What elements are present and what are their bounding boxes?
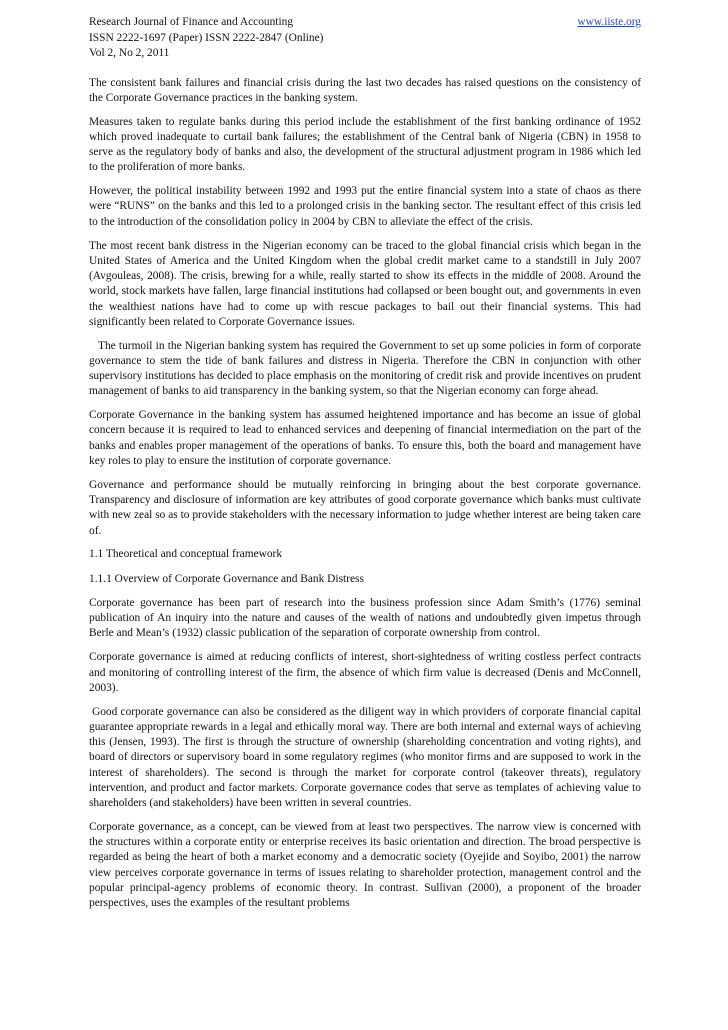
journal-url-link[interactable]: www.iiste.org (577, 16, 641, 28)
paragraph-9: Corporate governance is aimed at reducing conflicts of interest, short-sightedness of writing costless perfect contracts and monitoring of controlling interest of the firm, the absence of which firm value is decreased (Denis and McConnell, 2003). (89, 651, 641, 694)
volume-line: Vol 2, No 2, 2011 (89, 47, 170, 59)
page-header (89, 15, 641, 62)
subsection-heading: 1.1.1 Overview of Corporate Governance and Bank Distress (89, 572, 364, 585)
issn-line: ISSN 2222-1697 (Paper) ISSN 2222-2847 (Online) (89, 31, 324, 44)
paragraph-4: The most recent bank distress in the Nigerian economy can be traced to the global financial crisis which began in the United States of America and the United Kingdom when the global credit market came to a standstill in July 2007 (Avgouleas, 2008). The crisis, brewing for a while, really started to show its effects in the middle of 2008. Around the world, stock markets have fallen, large financial institutions had collapsed or been bought out, and governments in even the wealthiest nations have had to come up with rescue packages to bail out their financial systems. This had significantly been related to Corporate Governance issues. (89, 239, 641, 328)
paragraph-5: The turmoil in the Nigerian banking system has required the Government to set up some policies in form of corporate governance to stem the tide of bank failures and distress in Nigeria. Therefore the CBN in conjunction with other supervisory institutions has decided to place emphasis on the monitoring of credit risk and provide incentives on prudent management of banks to aid transparency in the banking system, so that the Nigerian economy can forge ahead. (89, 339, 641, 398)
journal-title: Research Journal of Finance and Accounting (89, 16, 294, 28)
paragraph-10: Good corporate governance can also be considered as the diligent way in which providers of corporate financial capital guarantee appropriate rewards in a legal and ethically moral way. There are both internal and external ways of achieving this (Jensen, 1993). The first is through the structure of ownership (shareholding concentration and voting rights), and board of directors or supervisory board in some regulatory regimes (who monitor firms and are supposed to work in the interest of shareholders). The second is through the market for corporate control (takeover threats), regulatory intervention, and product and factor markets. Corporate governance codes that serve as templates of achieving value to shareholders (and stakeholders) have been written in several countries. (89, 705, 641, 810)
paragraph-2: Measures taken to regulate banks during this period include the establishment of the first banking ordinance of 1952 which proved inadequate to curtail bank failures; the establishment of the Central bank of Nigeria (CBN) in 1958 to serve as the regulatory body of banks and also, the development of the structural adjustment program in 1986 which led to the proliferation of more banks. (89, 115, 641, 174)
paragraph-1: The consistent bank failures and financial crisis during the last two decades has raised questions on the consistency of the Corporate Governance practices in the banking system. (89, 76, 641, 104)
paragraph-8: Corporate governance has been part of research into the business profession since Adam Smith’s (1776) seminal publication of An inquiry into the nature and causes of the wealth of nations and undoubtedly given impetus through Berle and Mean’s (1932) classic publication of the separation of corporate ownership from control. (89, 596, 641, 640)
paragraph-3: However, the political instability between 1992 and 1993 put the entire financial system into a state of chaos as there were “RUNS” on the banks and this led to a prolonged crisis in the banking sector. The resultant effect of this crisis led to the introduction of the consolidation policy in 2004 by CBN to alleviate the effect of the crisis. (89, 185, 641, 228)
paragraph-7: Governance and performance should be mutually reinforcing in bringing about the best corporate governance. Transparency and disclosure of information are key attributes of good corporate governance which banks must cultivate with new zeal so as to provide stakeholders with the necessary information to judge whether interest are being taken care of. (89, 478, 641, 537)
paragraph-6: Corporate Governance in the banking system has assumed heightened importance and has become an issue of global concern because it is required to lead to enhanced services and deepening of financial intermediation on the part of the banks and enables proper management of the operations of banks. To ensure this, both the board and management have key roles to play to ensure the institution of corporate governance. (89, 409, 641, 467)
header-row (89, 15, 641, 31)
paragraph-11: Corporate governance, as a concept, can be viewed from at least two perspectives. The narrow view is concerned with the structures within a corporate entity or enterprise receives its basic orientation and direction. The broad perspective is regarded as being the heart of both a market economy and a democratic society (Oyejide and Soyibo, 2001) the narrow view perceives corporate governance in terms of issues relating to shareholder protection, management control and the popular principal-agency problems of economic theory. In contrast. Sullivan (2000), a proponent of the broader perspectives, uses the examples of the resultant problems (89, 820, 641, 910)
journal-page (89, 15, 641, 920)
section-heading: 1.1 Theoretical and conceptual framework (89, 548, 283, 561)
